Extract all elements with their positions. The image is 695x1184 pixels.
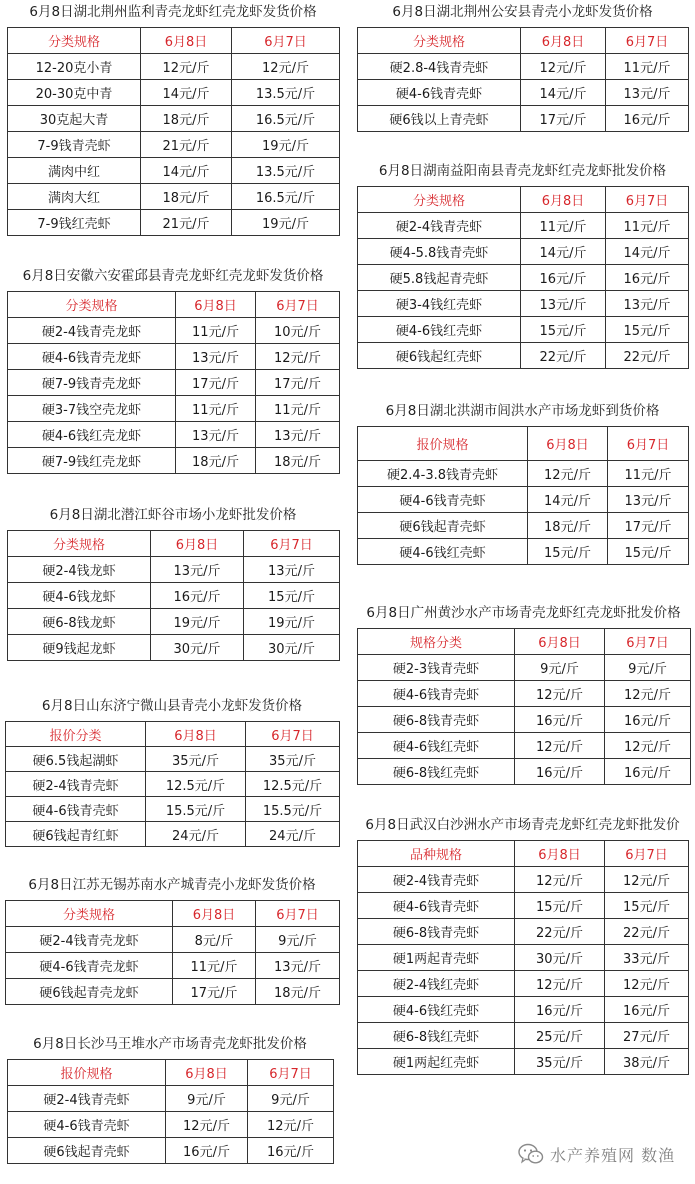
date-header-jun7: 6月7日 [248, 1060, 334, 1086]
spec-header: 分类规格 [6, 901, 173, 927]
price-cell-jun8: 15元/斤 [521, 317, 606, 343]
table-row [8, 448, 340, 474]
spec-header: 分类规格 [8, 531, 151, 557]
header-row [6, 901, 340, 927]
spec-cell: 硬4-6钱龙虾 [8, 583, 151, 609]
price-cell-jun7: 12元/斤 [605, 681, 691, 707]
date-header-jun8: 6月8日 [141, 28, 232, 54]
price-cell-jun8: 15元/斤 [528, 539, 608, 565]
price-cell-jun7: 11元/斤 [608, 461, 689, 487]
price-cell-jun8: 14元/斤 [528, 487, 608, 513]
spec-cell: 硬4-6钱红壳虾 [358, 539, 528, 565]
price-cell-jun8: 35元/斤 [515, 1049, 605, 1075]
price-cell-jun7: 19元/斤 [232, 210, 340, 236]
price-cell-jun8: 9元/斤 [515, 655, 605, 681]
date-header-jun8: 6月8日 [173, 901, 256, 927]
price-cell-jun7: 13.5元/斤 [232, 80, 340, 106]
price-cell-jun7: 19元/斤 [244, 609, 340, 635]
price-cell-jun7: 16元/斤 [248, 1138, 334, 1164]
spec-header: 报价分类 [6, 722, 146, 747]
spec-cell: 硬5.8钱起青壳虾 [358, 265, 521, 291]
spec-cell: 硬3-7钱空壳龙虾 [8, 396, 176, 422]
price-cell-jun8: 12元/斤 [166, 1112, 248, 1138]
spec-cell: 硬4-6钱青壳龙虾 [6, 953, 173, 979]
price-cell-jun8: 17元/斤 [176, 370, 256, 396]
price-cell-jun8: 22元/斤 [521, 343, 606, 369]
price-cell-jun7: 13元/斤 [606, 80, 689, 106]
price-cell-jun7: 11元/斤 [256, 396, 340, 422]
spec-cell: 硬2-4钱青壳龙虾 [6, 927, 173, 953]
header-row [358, 841, 689, 867]
price-cell-jun8: 16元/斤 [166, 1138, 248, 1164]
spec-cell: 硬4-6钱青壳虾 [6, 797, 146, 822]
spec-cell: 硬4-6钱青壳虾 [358, 893, 515, 919]
price-cell-jun7: 12元/斤 [256, 344, 340, 370]
spec-cell: 硬6-8钱红壳虾 [358, 759, 515, 785]
date-header-jun8: 6月8日 [151, 531, 244, 557]
spec-cell: 硬4-6钱青壳虾 [358, 681, 515, 707]
spec-header: 品种规格 [358, 841, 515, 867]
price-cell-jun8: 12元/斤 [528, 461, 608, 487]
price-cell-jun8: 15元/斤 [515, 893, 605, 919]
price-cell-jun8: 18元/斤 [141, 106, 232, 132]
date-header-jun8: 6月8日 [166, 1060, 248, 1086]
price-cell-jun7: 9元/斤 [256, 927, 340, 953]
table-row [8, 344, 340, 370]
spec-cell: 硬1两起红壳虾 [358, 1049, 515, 1075]
price-cell-jun8: 13元/斤 [521, 291, 606, 317]
spec-header: 分类规格 [8, 292, 176, 318]
table-row [358, 707, 691, 733]
price-cell-jun8: 18元/斤 [528, 513, 608, 539]
price-cell-jun8: 22元/斤 [515, 919, 605, 945]
price-cell-jun7: 12元/斤 [605, 971, 689, 997]
table-row [358, 655, 691, 681]
price-cell-jun7: 9元/斤 [605, 655, 691, 681]
date-header-jun8: 6月8日 [515, 841, 605, 867]
price-cell-jun8: 24元/斤 [146, 822, 246, 847]
table-row [358, 317, 689, 343]
price-cell-jun7: 10元/斤 [256, 318, 340, 344]
price-cell-jun8: 16元/斤 [515, 759, 605, 785]
spec-cell: 硬1两起青壳虾 [358, 945, 515, 971]
price-cell-jun7: 14元/斤 [606, 239, 689, 265]
price-cell-jun8: 19元/斤 [151, 609, 244, 635]
table-row [6, 822, 340, 847]
table-title: 6月8日江苏无锡苏南水产城青壳小龙虾发货价格 [28, 877, 316, 893]
table-row [6, 953, 340, 979]
spec-cell: 硬4-6钱青壳龙虾 [8, 344, 176, 370]
huangsha-price-table [357, 605, 690, 785]
price-cell-jun8: 18元/斤 [176, 448, 256, 474]
price-cell-jun8: 21元/斤 [141, 210, 232, 236]
table-row [358, 213, 689, 239]
price-table [357, 186, 689, 369]
table-row [8, 80, 340, 106]
table-row [6, 772, 340, 797]
spec-cell: 硬2-4钱青壳虾 [6, 772, 146, 797]
header-row [8, 292, 340, 318]
price-table [7, 291, 340, 474]
header-row [8, 1060, 334, 1086]
spec-cell: 7-9钱青壳虾 [8, 132, 141, 158]
date-header-jun7: 6月7日 [246, 722, 340, 747]
price-cell-jun8: 15.5元/斤 [146, 797, 246, 822]
table-title: 6月8日长沙马王堆水产市场青壳龙虾批发价格 [33, 1036, 307, 1052]
table-row [358, 461, 689, 487]
spec-cell: 硬4-5.8钱青壳虾 [358, 239, 521, 265]
price-cell-jun7: 17元/斤 [608, 513, 689, 539]
spec-cell: 硬4-6钱红壳虾 [358, 733, 515, 759]
price-cell-jun7: 16.5元/斤 [232, 106, 340, 132]
price-cell-jun8: 11元/斤 [176, 396, 256, 422]
price-cell-jun7: 38元/斤 [605, 1049, 689, 1075]
table-row [358, 1049, 689, 1075]
table-row [358, 997, 689, 1023]
spec-cell: 硬4-6钱红壳虾 [358, 317, 521, 343]
spec-cell: 7-9钱红壳虾 [8, 210, 141, 236]
table-row [358, 971, 689, 997]
spec-cell: 硬4-6钱红壳龙虾 [8, 422, 176, 448]
spec-cell: 硬6钱起青壳龙虾 [6, 979, 173, 1005]
price-cell-jun7: 13元/斤 [606, 291, 689, 317]
date-header-jun7: 6月7日 [605, 629, 691, 655]
table-row [8, 1112, 334, 1138]
spec-cell: 硬2-4钱青壳虾 [358, 213, 521, 239]
price-cell-jun8: 14元/斤 [521, 80, 606, 106]
table-title: 6月8日武汉白沙洲水产市场青壳龙虾红壳龙虾批发价 [365, 817, 680, 833]
honghu-price-table [357, 403, 688, 565]
price-cell-jun7: 12元/斤 [232, 54, 340, 80]
table-row [8, 583, 340, 609]
table-title: 6月8日湖北洪湖市闾洪水产市场龙虾到货价格 [385, 403, 660, 419]
date-header-jun8: 6月8日 [528, 427, 608, 461]
price-table [357, 27, 689, 132]
price-cell-jun7: 17元/斤 [256, 370, 340, 396]
table-row [8, 54, 340, 80]
table-row [8, 396, 340, 422]
table-row [8, 106, 340, 132]
price-cell-jun7: 15元/斤 [605, 893, 689, 919]
table-row [358, 265, 689, 291]
table-row [8, 635, 340, 661]
date-header-jun8: 6月8日 [515, 629, 605, 655]
table-row [8, 422, 340, 448]
price-cell-jun7: 13元/斤 [244, 557, 340, 583]
price-cell-jun8: 30元/斤 [151, 635, 244, 661]
spec-header: 报价规格 [8, 1060, 166, 1086]
spec-cell: 硬4-6钱青壳虾 [358, 487, 528, 513]
price-cell-jun7: 22元/斤 [606, 343, 689, 369]
spec-cell: 20-30克中青 [8, 80, 141, 106]
price-cell-jun7: 15.5元/斤 [246, 797, 340, 822]
table-row [358, 893, 689, 919]
header-row [8, 531, 340, 557]
price-table [7, 27, 340, 236]
gongan-price-table [357, 4, 688, 132]
jianli-price-table [7, 4, 339, 236]
date-header-jun7: 6月7日 [606, 187, 689, 213]
price-cell-jun8: 35元/斤 [146, 747, 246, 772]
spec-cell: 硬9钱起龙虾 [8, 635, 151, 661]
table-row [358, 681, 691, 707]
price-cell-jun8: 14元/斤 [141, 158, 232, 184]
spec-cell: 硬2-4钱龙虾 [8, 557, 151, 583]
price-cell-jun8: 12元/斤 [515, 733, 605, 759]
header-row [358, 629, 691, 655]
spec-cell: 12-20克小青 [8, 54, 141, 80]
table-row [8, 158, 340, 184]
spec-cell: 硬2-4钱红壳虾 [358, 971, 515, 997]
spec-cell: 硬2.4-3.8钱青壳虾 [358, 461, 528, 487]
spec-header: 分类规格 [358, 28, 521, 54]
price-cell-jun7: 11元/斤 [606, 213, 689, 239]
date-header-jun8: 6月8日 [146, 722, 246, 747]
header-row [6, 722, 340, 747]
table-row [6, 797, 340, 822]
price-cell-jun8: 12元/斤 [141, 54, 232, 80]
spec-cell: 硬7-9钱青壳龙虾 [8, 370, 176, 396]
watermark [518, 1142, 675, 1166]
price-cell-jun8: 12.5元/斤 [146, 772, 246, 797]
price-cell-jun7: 13元/斤 [608, 487, 689, 513]
price-cell-jun8: 12元/斤 [515, 867, 605, 893]
spec-cell: 硬6-8钱青壳虾 [358, 707, 515, 733]
price-cell-jun7: 13.5元/斤 [232, 158, 340, 184]
table-row [358, 919, 689, 945]
table-row [6, 747, 340, 772]
date-header-jun7: 6月7日 [608, 427, 689, 461]
table-row [8, 210, 340, 236]
price-cell-jun8: 13元/斤 [151, 557, 244, 583]
price-cell-jun7: 18元/斤 [256, 448, 340, 474]
table-row [8, 557, 340, 583]
spec-cell: 硬4-6钱青壳虾 [8, 1112, 166, 1138]
price-cell-jun8: 17元/斤 [173, 979, 256, 1005]
price-cell-jun8: 21元/斤 [141, 132, 232, 158]
price-cell-jun7: 19元/斤 [232, 132, 340, 158]
spec-cell: 硬2-3钱青壳虾 [358, 655, 515, 681]
spec-cell: 硬4-6钱青壳虾 [358, 80, 521, 106]
price-cell-jun7: 35元/斤 [246, 747, 340, 772]
price-cell-jun8: 13元/斤 [176, 422, 256, 448]
spec-cell: 硬7-9钱红壳龙虾 [8, 448, 176, 474]
date-header-jun7: 6月7日 [244, 531, 340, 557]
price-table [7, 530, 340, 661]
table-row [8, 370, 340, 396]
price-cell-jun7: 18元/斤 [256, 979, 340, 1005]
price-table [357, 426, 689, 565]
price-cell-jun8: 11元/斤 [521, 213, 606, 239]
price-table [5, 721, 340, 847]
header-row [358, 187, 689, 213]
spec-cell: 满肉大红 [8, 184, 141, 210]
price-cell-jun7: 33元/斤 [605, 945, 689, 971]
price-cell-jun8: 18元/斤 [141, 184, 232, 210]
table-row [8, 318, 340, 344]
huoqiu-price-table [7, 268, 339, 474]
price-cell-jun7: 16元/斤 [606, 265, 689, 291]
date-header-jun7: 6月7日 [256, 292, 340, 318]
spec-cell: 硬4-6钱红壳虾 [358, 997, 515, 1023]
price-table [357, 628, 691, 785]
price-cell-jun8: 30元/斤 [515, 945, 605, 971]
table-row [6, 979, 340, 1005]
spec-cell: 硬2.8-4钱青壳虾 [358, 54, 521, 80]
price-cell-jun7: 30元/斤 [244, 635, 340, 661]
wuxi-price-table [5, 877, 339, 1005]
spec-cell: 硬2-4钱青壳龙虾 [8, 318, 176, 344]
price-table [5, 900, 340, 1005]
table-row [358, 239, 689, 265]
date-header-jun7: 6月7日 [606, 28, 689, 54]
table-row [358, 1023, 689, 1049]
table-row [358, 487, 689, 513]
spec-cell: 硬6钱起青壳虾 [358, 513, 528, 539]
spec-cell: 硬6-8钱青壳虾 [358, 919, 515, 945]
table-row [358, 945, 689, 971]
table-row [358, 80, 689, 106]
spec-cell: 硬6.5钱起湖虾 [6, 747, 146, 772]
price-cell-jun8: 12元/斤 [515, 971, 605, 997]
date-header-jun8: 6月8日 [521, 28, 606, 54]
spec-cell: 硬6-8钱龙虾 [8, 609, 151, 635]
table-row [358, 867, 689, 893]
spec-header: 分类规格 [8, 28, 141, 54]
table-row [8, 609, 340, 635]
nanxian-price-table [357, 163, 688, 369]
price-cell-jun8: 12元/斤 [521, 54, 606, 80]
table-title: 6月8日安徽六安霍邱县青壳龙虾红壳龙虾发货价格 [22, 268, 324, 284]
date-header-jun8: 6月8日 [521, 187, 606, 213]
weishan-price-table [5, 698, 339, 847]
date-header-jun7: 6月7日 [232, 28, 340, 54]
table-row [6, 927, 340, 953]
table-row [358, 539, 689, 565]
price-cell-jun7: 15元/斤 [608, 539, 689, 565]
price-cell-jun7: 12元/斤 [248, 1112, 334, 1138]
table-row [358, 759, 691, 785]
table-row [8, 132, 340, 158]
table-row [8, 184, 340, 210]
table-row [8, 1138, 334, 1164]
header-row [358, 28, 689, 54]
spec-cell: 满肉中红 [8, 158, 141, 184]
table-title: 6月8日湖北潜江虾谷市场小龙虾批发价格 [49, 507, 297, 523]
price-cell-jun7: 16元/斤 [605, 707, 691, 733]
price-cell-jun7: 12元/斤 [605, 733, 691, 759]
spec-header: 报价规格 [358, 427, 528, 461]
price-cell-jun7: 16元/斤 [605, 997, 689, 1023]
table-title: 6月8日湖北荆州公安县青壳小龙虾发货价格 [392, 4, 653, 20]
price-cell-jun7: 24元/斤 [246, 822, 340, 847]
wechat-icon [518, 1143, 544, 1165]
table-row [358, 106, 689, 132]
spec-cell: 硬6钱起青壳虾 [8, 1138, 166, 1164]
price-cell-jun7: 13元/斤 [256, 953, 340, 979]
spec-cell: 硬2-4钱青壳虾 [8, 1086, 166, 1112]
price-cell-jun7: 15元/斤 [606, 317, 689, 343]
table-title: 6月8日湖北荆州监利青壳龙虾红壳龙虾发货价格 [29, 4, 317, 20]
spec-cell: 硬6钱起红壳虾 [358, 343, 521, 369]
date-header-jun7: 6月7日 [605, 841, 689, 867]
price-cell-jun7: 13元/斤 [256, 422, 340, 448]
spec-header: 分类规格 [358, 187, 521, 213]
table-row [358, 54, 689, 80]
table-title: 6月8日广州黄沙水产市场青壳龙虾红壳龙虾批发价格 [366, 605, 681, 621]
price-cell-jun7: 15元/斤 [244, 583, 340, 609]
price-cell-jun8: 12元/斤 [515, 681, 605, 707]
price-cell-jun7: 11元/斤 [606, 54, 689, 80]
table-title: 6月8日山东济宁微山县青壳小龙虾发货价格 [41, 698, 303, 714]
header-row [8, 28, 340, 54]
table-row [358, 733, 691, 759]
date-header-jun7: 6月7日 [256, 901, 340, 927]
price-table [7, 1059, 334, 1164]
price-cell-jun7: 16.5元/斤 [232, 184, 340, 210]
price-cell-jun7: 16元/斤 [605, 759, 691, 785]
qianjiang-price-table [7, 507, 339, 661]
price-cell-jun8: 11元/斤 [176, 318, 256, 344]
price-cell-jun7: 12元/斤 [605, 867, 689, 893]
spec-header: 规格分类 [358, 629, 515, 655]
table-row [358, 343, 689, 369]
price-cell-jun8: 16元/斤 [515, 707, 605, 733]
table-title: 6月8日湖南益阳南县青壳龙虾红壳龙虾批发价格 [378, 163, 667, 179]
changsha-price-table [7, 1036, 333, 1164]
price-cell-jun8: 8元/斤 [173, 927, 256, 953]
price-cell-jun8: 9元/斤 [166, 1086, 248, 1112]
date-header-jun8: 6月8日 [176, 292, 256, 318]
spec-cell: 硬6钱以上青壳虾 [358, 106, 521, 132]
spec-cell: 30克起大青 [8, 106, 141, 132]
table-row [8, 1086, 334, 1112]
header-row [358, 427, 689, 461]
spec-cell: 硬2-4钱青壳虾 [358, 867, 515, 893]
price-cell-jun8: 17元/斤 [521, 106, 606, 132]
price-cell-jun8: 16元/斤 [521, 265, 606, 291]
wuhan-price-table [357, 817, 688, 1075]
price-cell-jun8: 16元/斤 [151, 583, 244, 609]
price-cell-jun8: 13元/斤 [176, 344, 256, 370]
price-cell-jun8: 14元/斤 [141, 80, 232, 106]
price-cell-jun7: 27元/斤 [605, 1023, 689, 1049]
price-cell-jun8: 11元/斤 [173, 953, 256, 979]
price-cell-jun7: 22元/斤 [605, 919, 689, 945]
price-table [357, 840, 689, 1075]
watermark-text: 水产养殖网 数渔 [550, 1145, 676, 1165]
price-cell-jun7: 9元/斤 [248, 1086, 334, 1112]
price-cell-jun8: 25元/斤 [515, 1023, 605, 1049]
spec-cell: 硬6-8钱红壳虾 [358, 1023, 515, 1049]
table-row [358, 513, 689, 539]
spec-cell: 硬6钱起青红虾 [6, 822, 146, 847]
table-row [358, 291, 689, 317]
price-cell-jun8: 16元/斤 [515, 997, 605, 1023]
price-cell-jun7: 16元/斤 [606, 106, 689, 132]
price-cell-jun7: 12.5元/斤 [246, 772, 340, 797]
spec-cell: 硬3-4钱红壳虾 [358, 291, 521, 317]
price-cell-jun8: 14元/斤 [521, 239, 606, 265]
